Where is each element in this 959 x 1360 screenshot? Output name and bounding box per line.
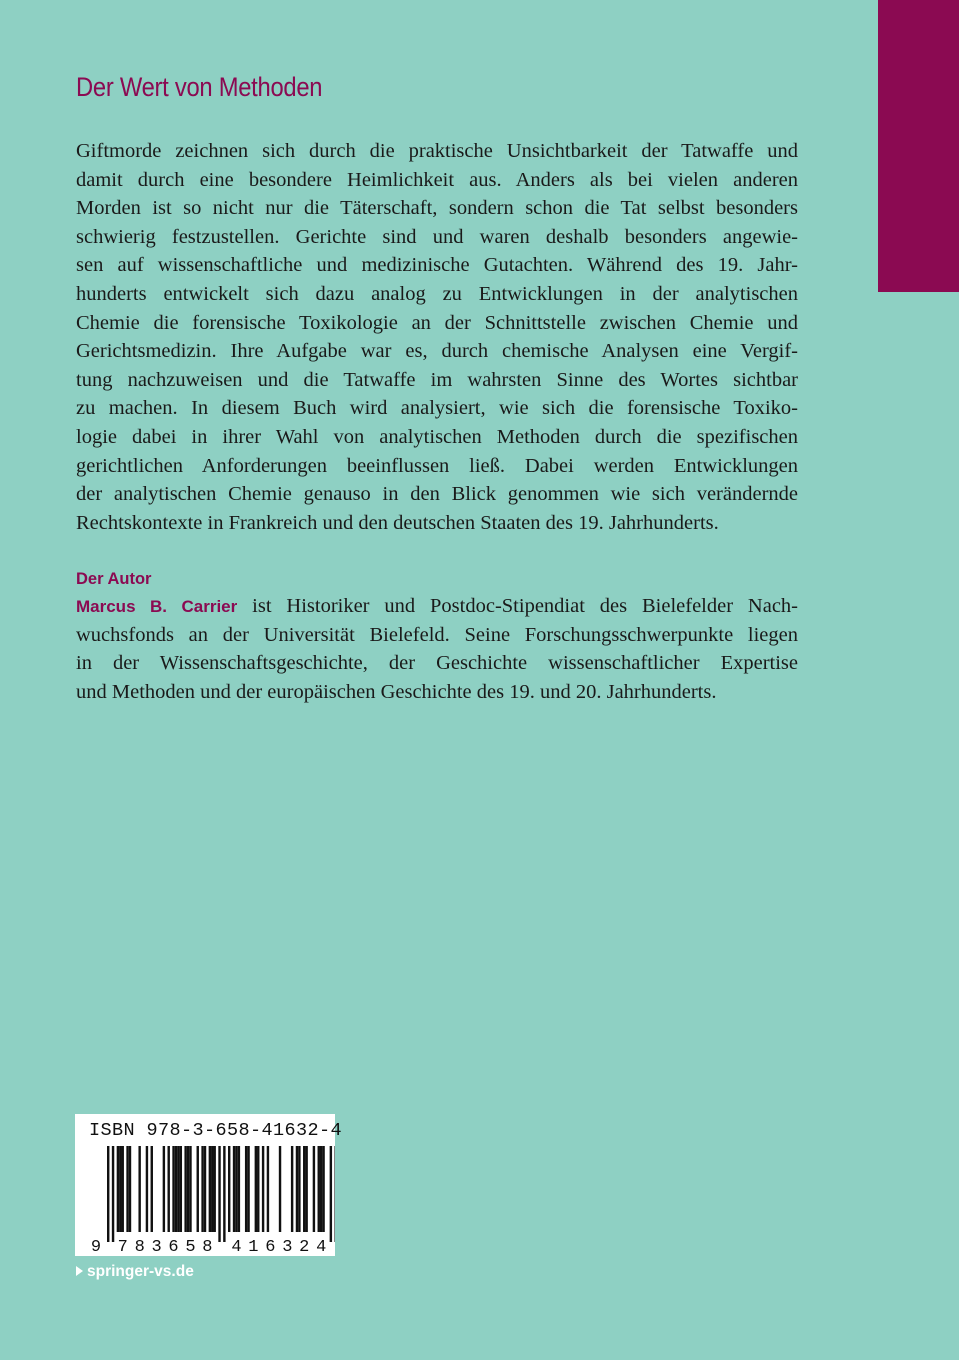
isbn-barcode	[75, 1114, 343, 1256]
barcode-bar	[296, 1146, 298, 1232]
description-line: logie dabei in ihrer Wahl von analytischen Methoden durch die spezifischen	[76, 425, 798, 448]
author-section	[76, 566, 798, 706]
barcode-bar	[318, 1146, 320, 1232]
description-line: Chemie die forensische Toxikologie an der Schnittstelle zwischen Chemie und	[76, 311, 798, 334]
barcode-bar	[228, 1146, 230, 1232]
barcode-bar	[218, 1146, 220, 1242]
page-title: Der Wert von Methoden	[76, 72, 323, 102]
barcode-bar	[303, 1146, 305, 1232]
barcode-bar	[209, 1146, 211, 1232]
accent-band	[878, 0, 959, 292]
barcode-bar	[180, 1146, 182, 1232]
barcode-bar	[238, 1146, 240, 1232]
author-bio-text: ist Historiker und Postdoc-Stipendiat des Bielefelder Nach-	[252, 595, 799, 617]
publisher-link[interactable]	[76, 1263, 194, 1281]
barcode-bar	[163, 1146, 165, 1232]
barcode-bar	[177, 1146, 179, 1232]
description-line: tung nachzuweisen und die Tatwaffe im wahrsten Sinne des Wortes sichtbar	[76, 368, 798, 391]
barcode-bar	[126, 1146, 128, 1232]
barcode-bar	[334, 1146, 335, 1242]
barcode-bar	[245, 1146, 247, 1232]
description-line: Giftmorde zeichnen sich durch die praktische Unsichtbarkeit der Tatwaffe und	[76, 140, 798, 162]
barcode-bar	[119, 1146, 121, 1232]
barcode-bar	[129, 1146, 131, 1232]
barcode-bar	[279, 1146, 281, 1232]
barcode-bar	[257, 1146, 259, 1232]
barcode-bar	[204, 1146, 206, 1232]
barcode-digit: 5	[185, 1238, 196, 1256]
barcode-graphic	[75, 1114, 335, 1256]
barcode-bar	[168, 1146, 170, 1232]
author-bio-line: in der Wissenschaftsgeschichte, der Geschichte wissenschaftlicher Expertise	[76, 652, 798, 675]
barcode-bar	[223, 1146, 225, 1242]
barcode-bar	[175, 1146, 177, 1232]
barcode-bar	[213, 1146, 215, 1232]
description-line: schwierig festzustellen. Gerichte sind und waren deshalb besonders angewie-	[76, 225, 798, 248]
barcode-digit: 6	[265, 1238, 276, 1256]
description-line: der analytischen Chemie genauso in den Blick genommen wie sich verändernde	[76, 483, 798, 506]
barcode-bar	[197, 1146, 199, 1232]
barcode-bar	[172, 1146, 174, 1232]
barcode-bar	[189, 1146, 191, 1232]
barcode-bar	[320, 1146, 322, 1232]
barcode-digit: 3	[151, 1238, 162, 1256]
description-line: zu machen. In diesem Buch wird analysiert, wie sich die forensische Toxiko-	[76, 397, 798, 420]
barcode-digit: 4	[231, 1238, 242, 1256]
barcode-digit: 7	[117, 1238, 128, 1256]
description-line: hunderts entwickelt sich dazu analog zu Entwicklungen in der analytischen	[76, 282, 798, 305]
description	[76, 137, 798, 537]
barcode-bar	[211, 1146, 213, 1232]
barcode-bar	[330, 1146, 332, 1242]
barcode-bar	[122, 1146, 124, 1232]
author-bio-line	[76, 592, 798, 621]
description-line: sen auf wissenschaftliche und medizinische Gutachten. Während des 19. Jahr-	[76, 254, 798, 277]
barcode-bar	[298, 1146, 300, 1232]
barcode-bar	[291, 1146, 293, 1232]
barcode-bar	[117, 1146, 119, 1232]
barcode-bar	[247, 1146, 249, 1232]
barcode-bar	[184, 1146, 186, 1232]
barcode-digit: 9	[90, 1238, 102, 1256]
barcode-digit: 4	[316, 1238, 327, 1256]
barcode-digit: 8	[202, 1238, 213, 1256]
description-line: damit durch eine besondere Heimlichkeit aus. Anders als bei vielen anderen	[76, 168, 798, 191]
arrow-right-icon	[76, 1266, 83, 1276]
barcode-digit: 1	[248, 1238, 259, 1256]
barcode-bar	[138, 1146, 140, 1232]
barcode-bar	[187, 1146, 189, 1232]
barcode-bar	[267, 1146, 269, 1232]
barcode-bar	[151, 1146, 153, 1232]
author-heading: Der Autor	[76, 570, 152, 588]
barcode-digit: 8	[134, 1238, 145, 1256]
barcode-bar	[201, 1146, 203, 1232]
publisher-url: springer-vs.de	[87, 1263, 194, 1280]
barcode-digit: 2	[299, 1238, 310, 1256]
barcode-bar	[146, 1146, 148, 1232]
author-name: Marcus B. Carrier	[76, 597, 238, 616]
description-line: Rechtskontexte in Frankreich und den deutschen Staaten des 19. Jahrhunderts.	[76, 511, 719, 534]
author-bio-line: wuchsfonds an der Universität Bielefeld. Seine Forschungsschwerpunkte liegen	[76, 623, 798, 646]
barcode-bar	[235, 1146, 237, 1232]
description-line: Gerichtsmedizin. Ihre Aufgabe war es, durch chemische Analysen eine Vergif-	[76, 340, 798, 363]
description-line: gerichtlichen Anforderungen beeinflussen ließ. Dabei werden Entwicklungen	[76, 454, 798, 477]
barcode-bar	[313, 1146, 315, 1232]
author-bio-line: und Methoden und der europäischen Geschichte des 19. und 20. Jahrhunderts.	[76, 680, 717, 703]
description-line: Morden ist so nicht nur die Täterschaft, sondern schon die Tat selbst besonders	[76, 197, 798, 220]
isbn-label: ISBN 978-3-658-41632-4	[89, 1120, 343, 1141]
barcode-bar	[262, 1146, 264, 1232]
barcode-digit: 6	[168, 1238, 179, 1256]
barcode-bar	[107, 1146, 109, 1242]
barcode-bar	[305, 1146, 307, 1232]
barcode-bar	[322, 1146, 324, 1232]
barcode-digit: 3	[282, 1238, 293, 1256]
barcode-bar	[233, 1146, 235, 1232]
barcode-bar	[112, 1146, 114, 1242]
barcode-bar	[255, 1146, 257, 1232]
